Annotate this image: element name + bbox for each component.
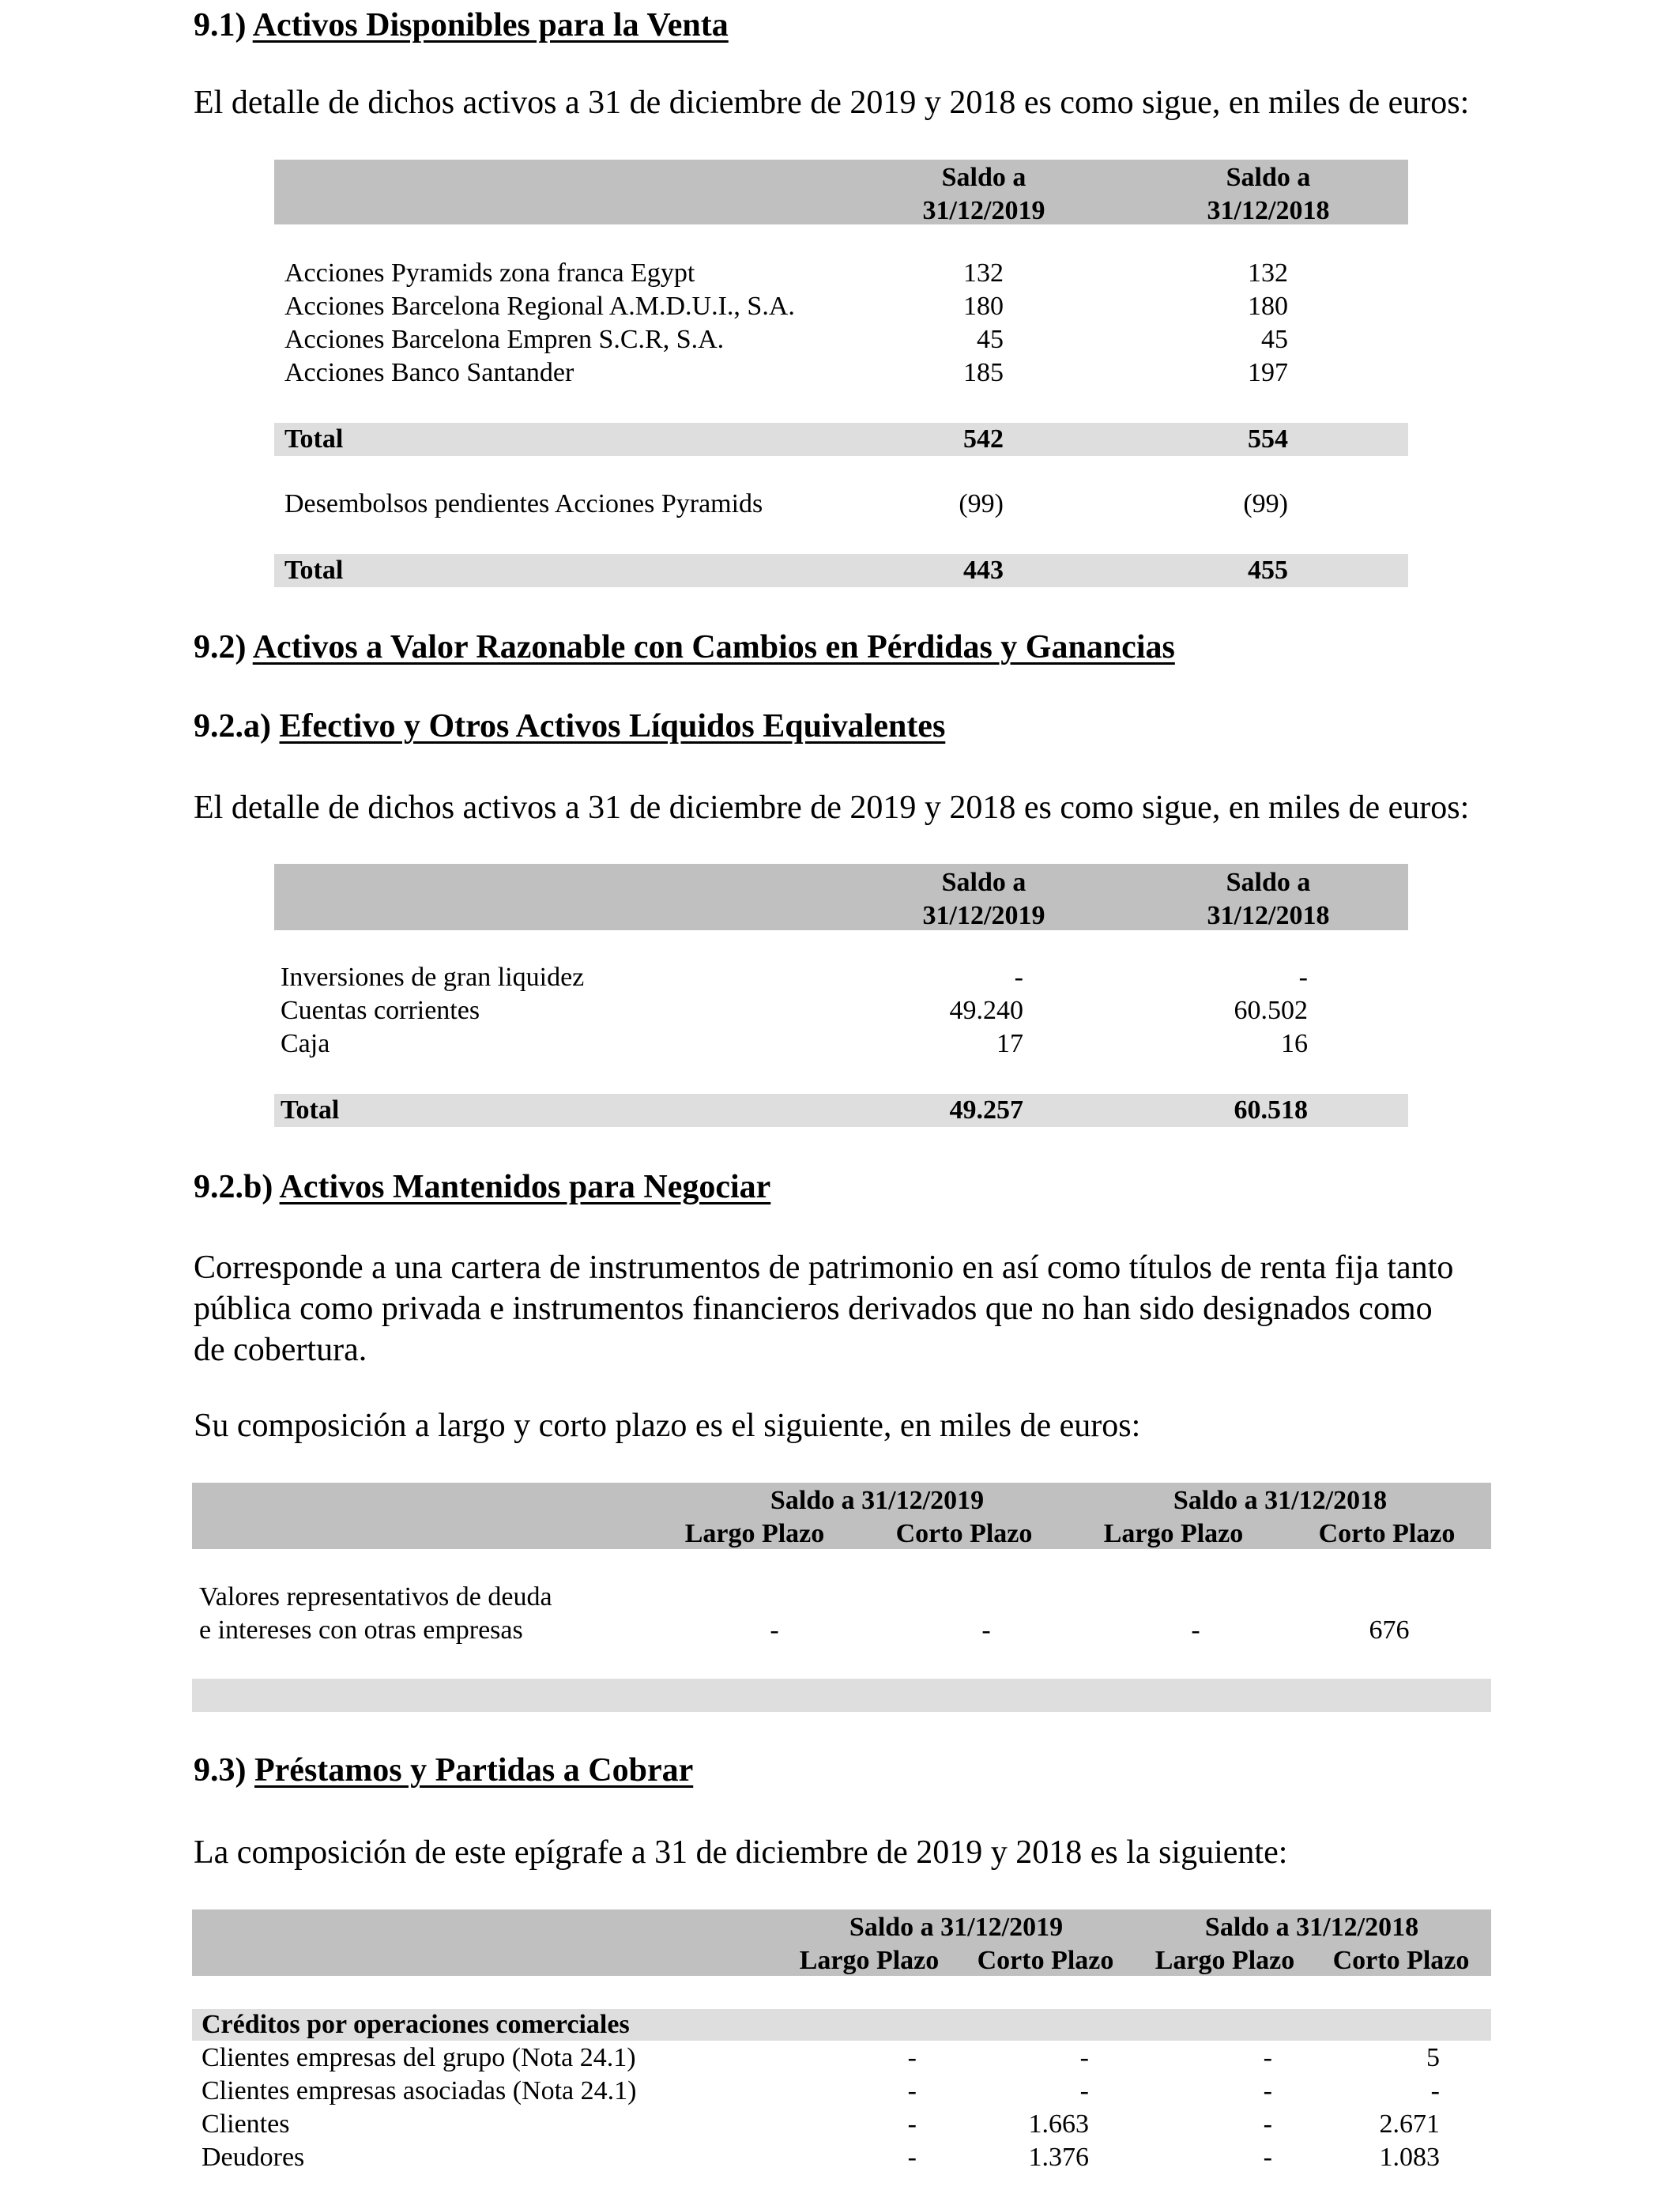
- cell-2019: -: [1014, 963, 1023, 992]
- col-header-2019: Saldo a 31/12/2019: [922, 163, 1045, 225]
- cell-2018: 60.502: [1234, 996, 1308, 1025]
- section-9-3-intro: La composición de este epígrafe a 31 de diciembre de 2019 y 2018 es la siguiente:: [194, 1834, 1288, 1871]
- table-row: Acciones Pyramids zona franca Egypt: [284, 258, 695, 288]
- group-header-2019: Saldo a 31/12/2019: [849, 1913, 1064, 1942]
- total-label: Total: [284, 424, 344, 454]
- group-header-2018: Saldo a 31/12/2018: [1204, 1913, 1419, 1942]
- cell-largo-2018: -: [1263, 2043, 1272, 2072]
- section-number: 9.2): [194, 629, 247, 665]
- cell-2018: 45: [1261, 325, 1288, 354]
- section-title: Préstamos y Partidas a Cobrar: [254, 1752, 694, 1789]
- section-number: 9.3): [194, 1752, 247, 1789]
- col-header-largo-2018: Largo Plazo: [1155, 1946, 1295, 1975]
- total-2019: 542: [963, 424, 1004, 454]
- cell-2018: 180: [1248, 292, 1288, 321]
- col-header-2018: Saldo a 31/12/2018: [1207, 868, 1330, 930]
- table-row: Cuentas corrientes: [281, 996, 480, 1025]
- col-header-corto-2019: Corto Plazo: [977, 1946, 1114, 1975]
- section-9-1-intro: El detalle de dichos activos a 31 de diciembre de 2019 y 2018 es como sigue, en miles de euros:: [194, 85, 1470, 121]
- cell-2019: 49.240: [949, 996, 1023, 1025]
- group-header-2019: Saldo a 31/12/2019: [770, 1486, 985, 1515]
- cell-2018: 16: [1281, 1029, 1308, 1058]
- col-header-largo-2019: Largo Plazo: [684, 1519, 825, 1548]
- col-header-2018: Saldo a 31/12/2018: [1207, 163, 1330, 225]
- col-header-largo-2018: Largo Plazo: [1103, 1519, 1244, 1548]
- total-2018: 60.518: [1234, 1095, 1308, 1125]
- section-9-2-b-intro: Su composición a largo y corto plazo es el siguiente, en miles de euros:: [194, 1408, 1141, 1444]
- section-9-2-heading: [194, 628, 1175, 666]
- pending-row-label: Desembolsos pendientes Acciones Pyramids: [284, 489, 763, 518]
- cell-largo-2018: -: [1263, 2109, 1272, 2139]
- pending-2019: (99): [959, 489, 1004, 518]
- section-9-1-heading: [194, 6, 729, 44]
- cell-corto-2018: 5: [1426, 2043, 1440, 2072]
- cell-2019: 45: [977, 325, 1004, 354]
- section-number: 9.2.b): [194, 1169, 273, 1205]
- section-title: Activos a Valor Razonable con Cambios en Pérdidas y Ganancias: [252, 629, 1175, 665]
- section-9-2-b-heading: [194, 1168, 770, 1206]
- section-title: Activos Mantenidos para Negociar: [279, 1169, 771, 1205]
- total-label: Total: [281, 1095, 340, 1125]
- cell-2019: 132: [963, 258, 1004, 288]
- cell-corto-2018: -: [1430, 2076, 1440, 2105]
- total-2019: 49.257: [949, 1095, 1023, 1125]
- table-row: Inversiones de gran liquidez: [281, 963, 585, 992]
- cell-corto-2018: 1.083: [1379, 2143, 1440, 2172]
- col-header-corto-2018: Corto Plazo: [1318, 1519, 1456, 1548]
- col-header-corto-2018: Corto Plazo: [1332, 1946, 1470, 1975]
- cell-largo-2019: -: [907, 2109, 917, 2139]
- section-number: 9.2.a): [194, 708, 271, 745]
- cell-corto-2018: 676: [1369, 1615, 1410, 1645]
- cell-2019: 180: [963, 292, 1004, 321]
- table-row: Valores representativos de deuda e intereses con otras empresas: [199, 1582, 552, 1645]
- cell-corto-2019: -: [1079, 2043, 1089, 2072]
- cell-largo-2018: -: [1263, 2143, 1272, 2172]
- total-2018: 455: [1248, 556, 1288, 585]
- table-9-2-b-footer-band: [192, 1679, 1491, 1712]
- table-row: Acciones Barcelona Empren S.C.R, S.A.: [284, 325, 725, 354]
- cell-corto-2019: -: [1079, 2076, 1089, 2105]
- pending-2018: (99): [1243, 489, 1288, 518]
- total-2019: 443: [963, 556, 1004, 585]
- table-row: Caja: [281, 1029, 330, 1058]
- cell-largo-2019: -: [907, 2143, 917, 2172]
- total-2018: 554: [1248, 424, 1288, 454]
- cell-corto-2019: 1.663: [1028, 2109, 1089, 2139]
- table-row: Acciones Banco Santander: [284, 358, 574, 387]
- cell-2018: 197: [1248, 358, 1288, 387]
- section-number: 9.1): [194, 7, 247, 43]
- cell-corto-2019: 1.376: [1028, 2143, 1089, 2172]
- col-header-corto-2019: Corto Plazo: [895, 1519, 1033, 1548]
- cell-2018: 132: [1248, 258, 1288, 288]
- cell-largo-2019: -: [907, 2043, 917, 2072]
- cell-corto-2019: -: [981, 1615, 991, 1645]
- cell-2019: 185: [963, 358, 1004, 387]
- section-title: Efectivo y Otros Activos Líquidos Equivalentes: [279, 708, 946, 745]
- section-9-3-heading: [194, 1751, 693, 1789]
- table-row: Clientes empresas del grupo (Nota 24.1): [202, 2043, 636, 2072]
- cell-largo-2018: -: [1191, 1615, 1200, 1645]
- section-9-2-b-paragraph: Corresponde a una cartera de instrumentos de patrimonio en así como títulos de renta fija tanto pública como privada e instrumentos financieros derivados que no han sido designados como de cobertura.: [194, 1250, 1454, 1368]
- table-row: Clientes empresas asociadas (Nota 24.1): [202, 2076, 637, 2105]
- table-row: Clientes: [202, 2109, 290, 2139]
- col-header-largo-2019: Largo Plazo: [799, 1946, 940, 1975]
- col-header-2019: Saldo a 31/12/2019: [922, 868, 1045, 930]
- table-subheader: Créditos por operaciones comerciales: [202, 2010, 630, 2039]
- total-label: Total: [284, 556, 344, 585]
- cell-2019: 17: [996, 1029, 1023, 1058]
- section-title: Activos Disponibles para la Venta: [252, 7, 729, 43]
- section-9-2-a-intro: El detalle de dichos activos a 31 de diciembre de 2019 y 2018 es como sigue, en miles de euros:: [194, 790, 1470, 826]
- cell-corto-2018: 2.671: [1379, 2109, 1440, 2139]
- cell-largo-2018: -: [1263, 2076, 1272, 2105]
- group-header-2018: Saldo a 31/12/2018: [1173, 1486, 1388, 1515]
- cell-2018: -: [1298, 963, 1308, 992]
- cell-largo-2019: -: [770, 1615, 779, 1645]
- cell-largo-2019: -: [907, 2076, 917, 2105]
- table-row: Deudores: [202, 2143, 305, 2172]
- table-row: Acciones Barcelona Regional A.M.D.U.I., S.A.: [284, 292, 795, 321]
- section-9-2-a-heading: [194, 707, 945, 745]
